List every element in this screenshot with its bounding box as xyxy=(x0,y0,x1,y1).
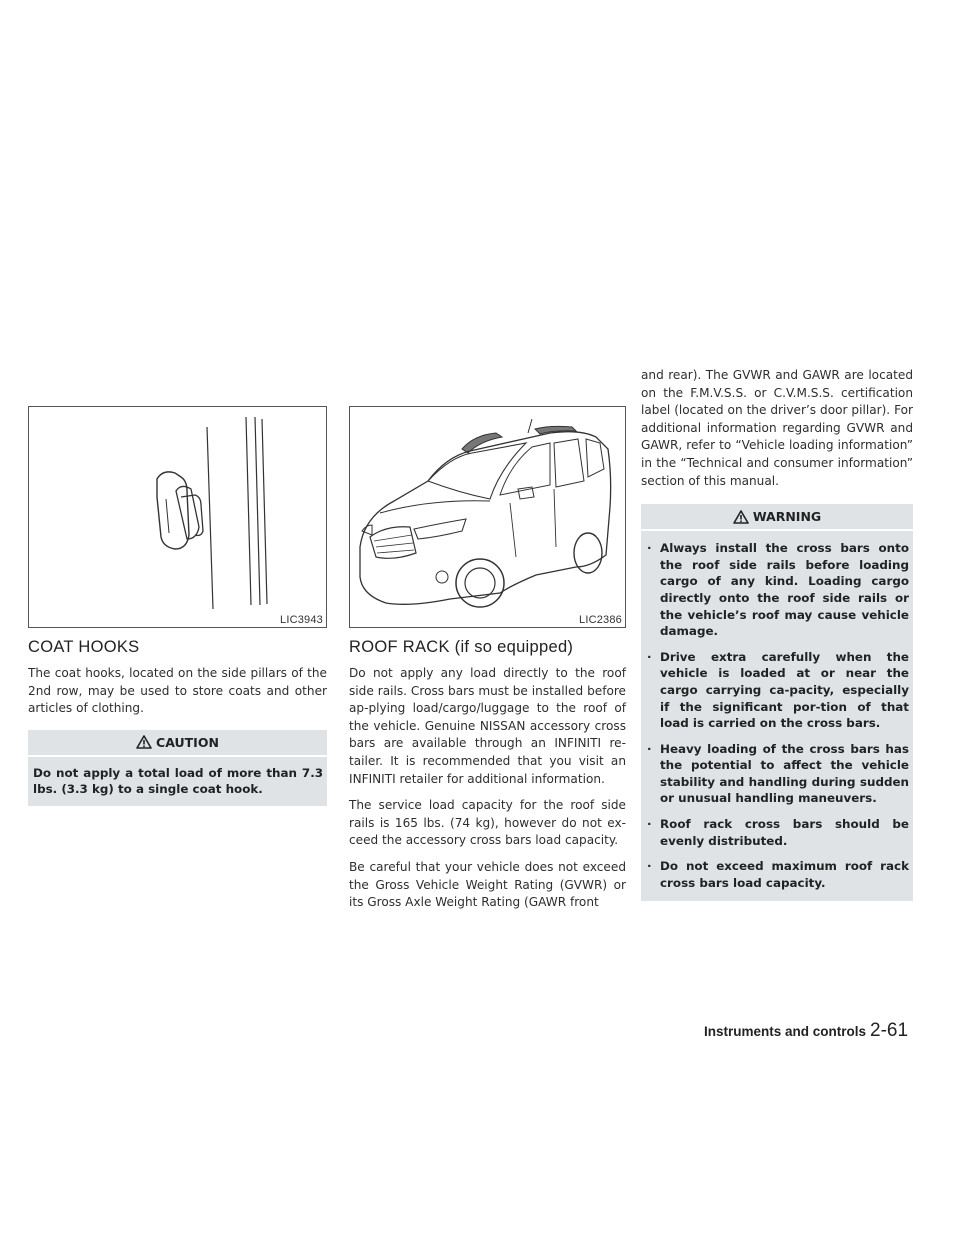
warning-title: WARNING xyxy=(752,509,822,525)
warning-item: · Heavy loading of the cross bars has the potential to affect the vehicle stability and handling during sudden or unusual handling maneuvers. xyxy=(647,741,909,806)
roof-rack-paragraph-1: Do not apply any load directly to the roof side rails. Cross bars must be installed before ap-plying load/cargo/luggage to the roof of the vehicle. Genuine NISSAN accessory cross bars are available through an INFINITI re-tailer. It is recommended that you visit an INFINITI retailer for additional information. xyxy=(349,666,626,786)
warning-item: · Always install the cross bars onto the roof side rails before loading cargo of any kind. Loading cargo directly onto the roof side rails or the vehicle’s roof may cause vehicle damage. xyxy=(647,541,909,639)
caution-text: Do not apply a total load of more than 7.3 lbs. (3.3 kg) to a single coat hook. xyxy=(33,765,323,797)
roof-rack-continued-column xyxy=(641,367,913,901)
caution-box xyxy=(28,730,327,806)
warning-item: · Roof rack cross bars should be evenly distributed. xyxy=(647,817,909,848)
roof-rack-heading: ROOF RACK (if so equipped) xyxy=(349,638,574,656)
roof-rack-column xyxy=(349,406,626,921)
coat-hooks-heading: COAT HOOKS xyxy=(28,638,140,656)
coat-hooks-body: The coat hooks, located on the side pillars of the 2nd row, may be used to store coats and other articles of clothing. xyxy=(28,666,327,716)
coat-hook-illustration xyxy=(29,407,326,625)
warning-list xyxy=(645,540,909,891)
warning-triangle-icon xyxy=(136,735,152,749)
page-footer xyxy=(704,1020,908,1042)
warning-item: · Drive extra carefully when the vehicle is loaded at or near the cargo carrying ca-pacity, especially if the significant por-tion of that load is carried on the cross bars. xyxy=(647,649,909,731)
page-number: 2-61 xyxy=(870,1020,909,1041)
roof-rack-paragraph-3: Be careful that your vehicle does not exceed the Gross Vehicle Weight Rating (GVWR) or its Gross Axle Weight Rating (GAWR front xyxy=(349,859,626,910)
figure-label: LIC3943 xyxy=(280,614,323,626)
roof-rack-figure xyxy=(349,406,626,628)
suv-illustration xyxy=(350,407,625,625)
warning-box xyxy=(641,504,913,901)
warning-triangle-icon xyxy=(733,510,749,524)
caution-header xyxy=(28,730,327,757)
roof-rack-paragraph-4: and rear). The GVWR and GAWR are located on the F.M.V.S.S. or C.V.M.S.S. certification label (located on the driver’s door pillar). For additional information regarding GVWR and GAWR, refer to “Vehicle loading information” in the “Technical and consumer information” section of this manual. xyxy=(641,368,913,488)
coat-hook-figure xyxy=(28,406,327,628)
figure-label: LIC2386 xyxy=(579,614,622,626)
coat-hooks-column xyxy=(28,406,327,806)
caution-title: CAUTION xyxy=(156,734,219,750)
roof-rack-paragraph-2: The service load capacity for the roof side rails is 165 lbs. (74 kg), however do not ex-ceed the accessory cross bars load capacity. xyxy=(349,798,626,848)
warning-header xyxy=(641,504,913,531)
warning-item: · Do not exceed maximum roof rack cross bars load capacity. xyxy=(647,859,909,890)
footer-section-title: Instruments and controls xyxy=(704,1024,867,1039)
